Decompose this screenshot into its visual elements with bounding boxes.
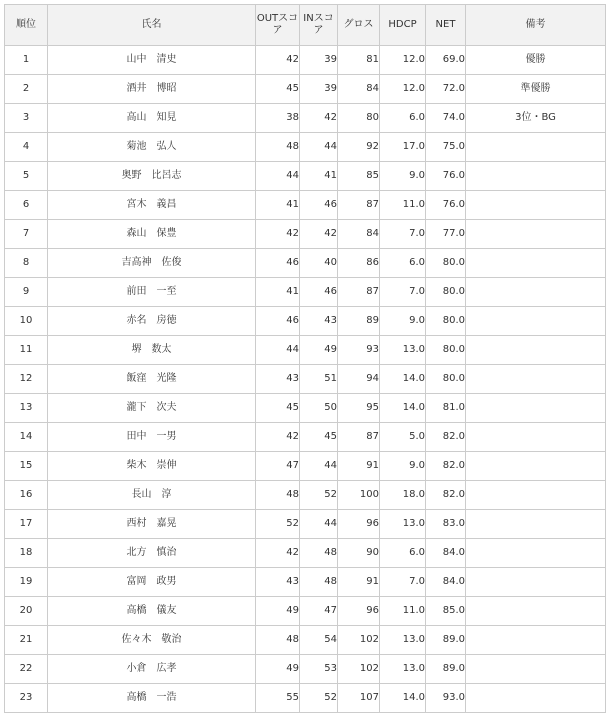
cell-rank: 8 [5, 249, 48, 278]
cell-name: 堺 数太 [48, 336, 256, 365]
cell-net: 80.0 [426, 278, 466, 307]
table-row [5, 568, 606, 597]
table-row [5, 104, 606, 133]
cell-net: 76.0 [426, 162, 466, 191]
cell-note: 準優勝 [466, 75, 606, 104]
header-gross: グロス [338, 5, 380, 46]
cell-net: 81.0 [426, 394, 466, 423]
cell-hdcp: 12.0 [380, 46, 426, 75]
cell-gross: 87 [338, 278, 380, 307]
cell-out: 44 [256, 336, 300, 365]
cell-gross: 95 [338, 394, 380, 423]
table-row [5, 307, 606, 336]
cell-net: 82.0 [426, 423, 466, 452]
cell-in: 44 [300, 510, 338, 539]
cell-rank: 17 [5, 510, 48, 539]
cell-in: 44 [300, 452, 338, 481]
table-row [5, 162, 606, 191]
cell-out: 45 [256, 394, 300, 423]
cell-hdcp: 9.0 [380, 452, 426, 481]
cell-out: 55 [256, 684, 300, 713]
header-name: 氏名 [48, 5, 256, 46]
table-row [5, 655, 606, 684]
cell-in: 46 [300, 191, 338, 220]
cell-name: 山中 清史 [48, 46, 256, 75]
cell-hdcp: 9.0 [380, 162, 426, 191]
cell-gross: 96 [338, 510, 380, 539]
table-row [5, 510, 606, 539]
cell-net: 89.0 [426, 626, 466, 655]
table-row [5, 133, 606, 162]
cell-out: 43 [256, 568, 300, 597]
cell-in: 42 [300, 220, 338, 249]
cell-in: 53 [300, 655, 338, 684]
cell-hdcp: 6.0 [380, 249, 426, 278]
cell-note: 優勝 [466, 46, 606, 75]
cell-hdcp: 9.0 [380, 307, 426, 336]
cell-gross: 102 [338, 626, 380, 655]
cell-rank: 3 [5, 104, 48, 133]
cell-hdcp: 12.0 [380, 75, 426, 104]
table-row [5, 539, 606, 568]
table-row [5, 191, 606, 220]
cell-name: 奥野 比呂志 [48, 162, 256, 191]
cell-hdcp: 7.0 [380, 220, 426, 249]
cell-hdcp: 13.0 [380, 655, 426, 684]
cell-gross: 92 [338, 133, 380, 162]
cell-gross: 80 [338, 104, 380, 133]
cell-in: 45 [300, 423, 338, 452]
cell-note [466, 162, 606, 191]
cell-name: 吉高神 佐俊 [48, 249, 256, 278]
cell-hdcp: 6.0 [380, 539, 426, 568]
cell-out: 43 [256, 365, 300, 394]
cell-in: 42 [300, 104, 338, 133]
cell-name: 瀧下 次夫 [48, 394, 256, 423]
cell-rank: 23 [5, 684, 48, 713]
cell-in: 48 [300, 568, 338, 597]
cell-in: 51 [300, 365, 338, 394]
cell-net: 77.0 [426, 220, 466, 249]
cell-note: 3位・BG [466, 104, 606, 133]
cell-gross: 84 [338, 220, 380, 249]
table-row [5, 249, 606, 278]
cell-name: 長山 淳 [48, 481, 256, 510]
cell-hdcp: 5.0 [380, 423, 426, 452]
cell-gross: 90 [338, 539, 380, 568]
cell-rank: 15 [5, 452, 48, 481]
cell-rank: 9 [5, 278, 48, 307]
cell-note [466, 365, 606, 394]
header-rank: 順位 [5, 5, 48, 46]
cell-out: 42 [256, 220, 300, 249]
cell-note [466, 481, 606, 510]
cell-rank: 18 [5, 539, 48, 568]
cell-gross: 100 [338, 481, 380, 510]
cell-hdcp: 13.0 [380, 336, 426, 365]
cell-name: 柴木 崇伸 [48, 452, 256, 481]
cell-in: 39 [300, 75, 338, 104]
table-row [5, 597, 606, 626]
cell-name: 赤名 房徳 [48, 307, 256, 336]
cell-rank: 6 [5, 191, 48, 220]
results-table [4, 4, 606, 713]
cell-rank: 14 [5, 423, 48, 452]
cell-name: 宮木 義昌 [48, 191, 256, 220]
cell-gross: 87 [338, 191, 380, 220]
cell-out: 44 [256, 162, 300, 191]
table-row [5, 220, 606, 249]
header-net: NET [426, 5, 466, 46]
cell-note [466, 133, 606, 162]
cell-gross: 91 [338, 452, 380, 481]
cell-hdcp: 7.0 [380, 278, 426, 307]
cell-gross: 85 [338, 162, 380, 191]
cell-net: 80.0 [426, 249, 466, 278]
cell-hdcp: 14.0 [380, 684, 426, 713]
cell-in: 49 [300, 336, 338, 365]
cell-rank: 10 [5, 307, 48, 336]
cell-net: 72.0 [426, 75, 466, 104]
header-row [5, 5, 606, 46]
cell-note [466, 510, 606, 539]
cell-name: 富岡 政男 [48, 568, 256, 597]
cell-rank: 20 [5, 597, 48, 626]
cell-out: 46 [256, 249, 300, 278]
table-row [5, 46, 606, 75]
cell-gross: 87 [338, 423, 380, 452]
cell-out: 46 [256, 307, 300, 336]
cell-name: 小倉 広孝 [48, 655, 256, 684]
cell-name: 森山 保豊 [48, 220, 256, 249]
cell-gross: 107 [338, 684, 380, 713]
cell-out: 45 [256, 75, 300, 104]
cell-net: 84.0 [426, 568, 466, 597]
cell-in: 52 [300, 684, 338, 713]
cell-gross: 84 [338, 75, 380, 104]
cell-out: 52 [256, 510, 300, 539]
table-body [5, 46, 606, 713]
cell-gross: 89 [338, 307, 380, 336]
table-row [5, 423, 606, 452]
header-note: 備考 [466, 5, 606, 46]
cell-net: 83.0 [426, 510, 466, 539]
cell-out: 41 [256, 191, 300, 220]
cell-net: 80.0 [426, 365, 466, 394]
cell-rank: 7 [5, 220, 48, 249]
cell-name: 酒井 博昭 [48, 75, 256, 104]
cell-name: 高橋 一浩 [48, 684, 256, 713]
cell-net: 85.0 [426, 597, 466, 626]
table-row [5, 75, 606, 104]
cell-in: 47 [300, 597, 338, 626]
cell-in: 54 [300, 626, 338, 655]
cell-in: 46 [300, 278, 338, 307]
cell-net: 82.0 [426, 452, 466, 481]
cell-note [466, 249, 606, 278]
cell-note [466, 220, 606, 249]
cell-note [466, 539, 606, 568]
cell-out: 47 [256, 452, 300, 481]
cell-note [466, 597, 606, 626]
table-row [5, 684, 606, 713]
table-row [5, 481, 606, 510]
cell-rank: 19 [5, 568, 48, 597]
cell-out: 48 [256, 626, 300, 655]
cell-rank: 1 [5, 46, 48, 75]
cell-net: 69.0 [426, 46, 466, 75]
cell-name: 高山 知見 [48, 104, 256, 133]
cell-net: 80.0 [426, 336, 466, 365]
cell-out: 42 [256, 423, 300, 452]
cell-note [466, 191, 606, 220]
cell-hdcp: 14.0 [380, 394, 426, 423]
cell-in: 48 [300, 539, 338, 568]
cell-in: 52 [300, 481, 338, 510]
cell-hdcp: 7.0 [380, 568, 426, 597]
cell-rank: 11 [5, 336, 48, 365]
table-row [5, 626, 606, 655]
cell-hdcp: 11.0 [380, 191, 426, 220]
cell-note [466, 278, 606, 307]
cell-net: 93.0 [426, 684, 466, 713]
cell-in: 44 [300, 133, 338, 162]
cell-net: 80.0 [426, 307, 466, 336]
cell-rank: 21 [5, 626, 48, 655]
cell-out: 42 [256, 539, 300, 568]
cell-gross: 93 [338, 336, 380, 365]
cell-rank: 16 [5, 481, 48, 510]
cell-note [466, 307, 606, 336]
cell-out: 41 [256, 278, 300, 307]
cell-in: 40 [300, 249, 338, 278]
cell-gross: 91 [338, 568, 380, 597]
cell-net: 74.0 [426, 104, 466, 133]
cell-out: 49 [256, 597, 300, 626]
cell-hdcp: 13.0 [380, 510, 426, 539]
cell-gross: 96 [338, 597, 380, 626]
cell-net: 84.0 [426, 539, 466, 568]
cell-rank: 12 [5, 365, 48, 394]
cell-note [466, 568, 606, 597]
cell-hdcp: 6.0 [380, 104, 426, 133]
cell-name: 田中 一男 [48, 423, 256, 452]
cell-gross: 94 [338, 365, 380, 394]
cell-note [466, 452, 606, 481]
cell-rank: 22 [5, 655, 48, 684]
cell-gross: 86 [338, 249, 380, 278]
cell-out: 48 [256, 133, 300, 162]
cell-note [466, 684, 606, 713]
cell-gross: 102 [338, 655, 380, 684]
cell-net: 76.0 [426, 191, 466, 220]
cell-name: 北方 慎治 [48, 539, 256, 568]
table-row [5, 336, 606, 365]
cell-out: 42 [256, 46, 300, 75]
header-out: OUTスコア [256, 5, 300, 46]
header-in: INスコア [300, 5, 338, 46]
cell-note [466, 336, 606, 365]
cell-hdcp: 13.0 [380, 626, 426, 655]
cell-hdcp: 14.0 [380, 365, 426, 394]
cell-out: 48 [256, 481, 300, 510]
cell-rank: 5 [5, 162, 48, 191]
cell-in: 50 [300, 394, 338, 423]
table-row [5, 365, 606, 394]
header-hdcp: HDCP [380, 5, 426, 46]
cell-in: 43 [300, 307, 338, 336]
cell-name: 高橋 儀友 [48, 597, 256, 626]
cell-name: 前田 一至 [48, 278, 256, 307]
cell-hdcp: 11.0 [380, 597, 426, 626]
cell-rank: 4 [5, 133, 48, 162]
cell-out: 49 [256, 655, 300, 684]
cell-hdcp: 18.0 [380, 481, 426, 510]
cell-in: 41 [300, 162, 338, 191]
cell-name: 西村 嘉晃 [48, 510, 256, 539]
cell-in: 39 [300, 46, 338, 75]
cell-out: 38 [256, 104, 300, 133]
cell-note [466, 394, 606, 423]
cell-name: 飯窪 光隆 [48, 365, 256, 394]
table-row [5, 394, 606, 423]
cell-net: 82.0 [426, 481, 466, 510]
cell-name: 菊池 弘人 [48, 133, 256, 162]
cell-note [466, 423, 606, 452]
cell-note [466, 655, 606, 684]
cell-name: 佐々木 敬治 [48, 626, 256, 655]
cell-rank: 13 [5, 394, 48, 423]
cell-hdcp: 17.0 [380, 133, 426, 162]
cell-rank: 2 [5, 75, 48, 104]
cell-note [466, 626, 606, 655]
table-row [5, 452, 606, 481]
cell-net: 75.0 [426, 133, 466, 162]
cell-net: 89.0 [426, 655, 466, 684]
cell-gross: 81 [338, 46, 380, 75]
table-row [5, 278, 606, 307]
